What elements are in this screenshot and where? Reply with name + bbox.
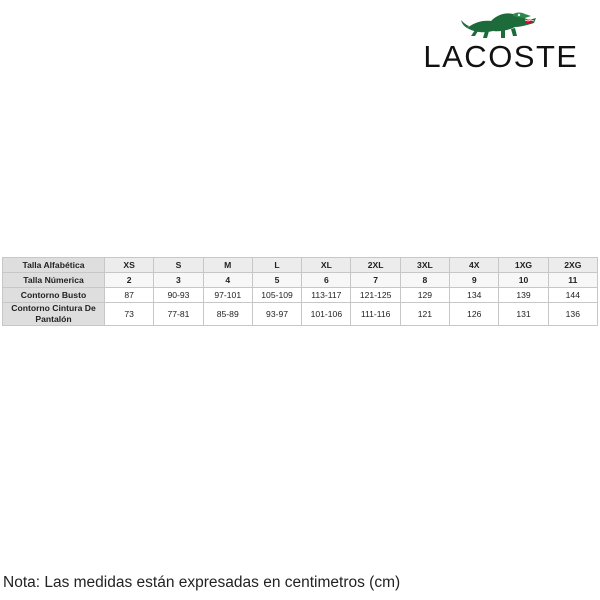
table-row-contorno-cintura [3, 303, 598, 326]
measure-cell: 87 [105, 288, 154, 303]
measure-cell: 126 [450, 303, 499, 326]
row-label: Talla Alfabética [3, 258, 105, 273]
measure-cell: 139 [499, 288, 548, 303]
brand-logo [416, 6, 586, 74]
size-cell: 3 [154, 273, 203, 288]
table-row-contorno-busto [3, 288, 598, 303]
size-cell: S [154, 258, 203, 273]
size-cell: 2XG [548, 258, 597, 273]
size-cell: L [252, 258, 301, 273]
size-cell: 7 [351, 273, 400, 288]
row-label: Contorno Busto [3, 288, 105, 303]
table-row-talla-numerica [3, 273, 598, 288]
size-cell: 2XL [351, 258, 400, 273]
size-cell: 9 [450, 273, 499, 288]
size-cell: XS [105, 258, 154, 273]
size-cell: 2 [105, 273, 154, 288]
measure-cell: 121-125 [351, 288, 400, 303]
size-cell: 3XL [400, 258, 449, 273]
size-cell: 8 [400, 273, 449, 288]
brand-name: LACOSTE [423, 39, 579, 74]
size-cell: 6 [302, 273, 351, 288]
size-cell: 5 [252, 273, 301, 288]
measure-cell: 121 [400, 303, 449, 326]
measure-cell: 77-81 [154, 303, 203, 326]
row-label: Contorno Cintura De Pantalón [3, 303, 105, 326]
measure-cell: 101-106 [302, 303, 351, 326]
crocodile-logo-icon [461, 6, 541, 42]
measure-cell: 113-117 [302, 288, 351, 303]
size-cell: 4 [203, 273, 252, 288]
measure-cell: 90-93 [154, 288, 203, 303]
measure-cell: 129 [400, 288, 449, 303]
measure-cell: 144 [548, 288, 597, 303]
size-cell: 11 [548, 273, 597, 288]
size-cell: XL [302, 258, 351, 273]
measure-cell: 85-89 [203, 303, 252, 326]
size-cell: M [203, 258, 252, 273]
measure-cell: 105-109 [252, 288, 301, 303]
row-label: Talla Númerica [3, 273, 105, 288]
measurement-note: Nota: Las medidas están expresadas en centimetros (cm) [3, 574, 401, 591]
measure-cell: 111-116 [351, 303, 400, 326]
size-cell: 1XG [499, 258, 548, 273]
measure-cell: 134 [450, 288, 499, 303]
measure-cell: 93-97 [252, 303, 301, 326]
measure-cell: 97-101 [203, 288, 252, 303]
size-cell: 4X [450, 258, 499, 273]
measure-cell: 131 [499, 303, 548, 326]
size-chart-table [2, 257, 598, 326]
table-row-talla-alfabetica [3, 258, 598, 273]
measure-cell: 136 [548, 303, 597, 326]
measure-cell: 73 [105, 303, 154, 326]
size-cell: 10 [499, 273, 548, 288]
